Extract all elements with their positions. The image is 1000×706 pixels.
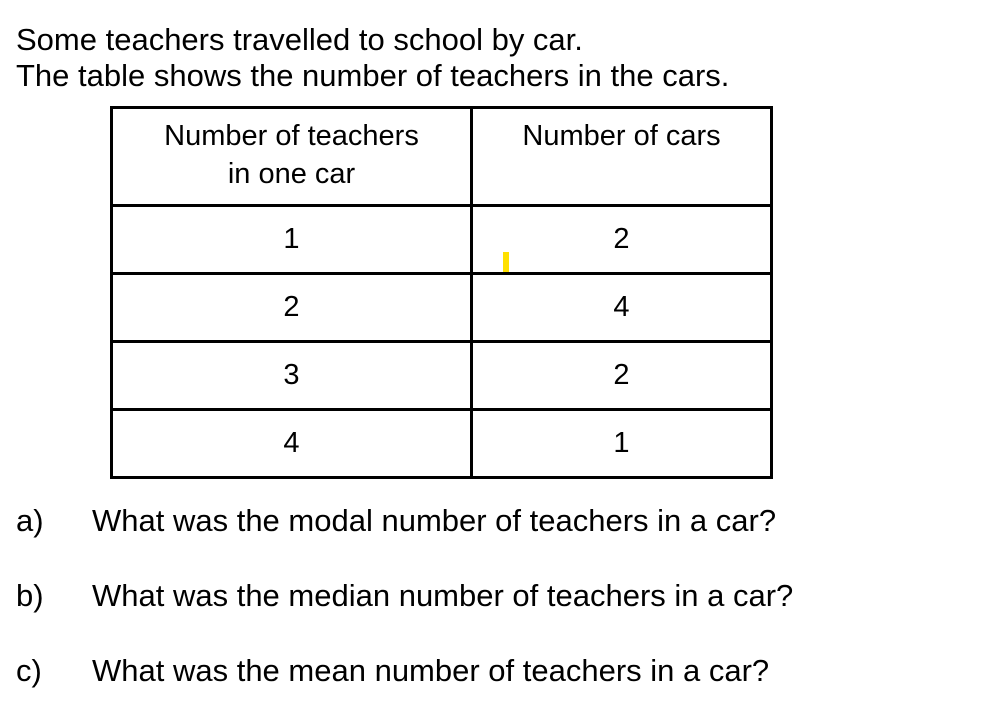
table-row xyxy=(112,206,772,274)
cell-teachers: 1 xyxy=(112,206,472,274)
frequency-table xyxy=(110,106,773,479)
question-a-label: a) xyxy=(16,503,44,538)
cell-cars: 1 xyxy=(472,410,772,478)
cell-teachers: 4 xyxy=(112,410,472,478)
table-header-row xyxy=(112,108,772,206)
question-c-label: c) xyxy=(16,653,42,688)
cell-cars: 2 xyxy=(472,206,772,274)
question-c-text: What was the mean number of teachers in a car? xyxy=(92,653,770,688)
question-b-text: What was the median number of teachers in a car? xyxy=(92,578,794,613)
header-number-of-cars: Number of cars xyxy=(472,108,772,206)
cell-teachers: 2 xyxy=(112,274,472,342)
cell-teachers: 3 xyxy=(112,342,472,410)
intro-text xyxy=(16,22,729,94)
table-row xyxy=(112,274,772,342)
question-b xyxy=(16,578,793,614)
header-teachers-per-car xyxy=(112,108,472,206)
header-teachers-line-1: Number of teachers xyxy=(164,120,419,152)
text-cursor-marker xyxy=(503,252,509,272)
question-a-text: What was the modal number of teachers in a car? xyxy=(92,503,777,538)
table-row xyxy=(112,342,772,410)
cell-cars: 4 xyxy=(472,274,772,342)
question-a xyxy=(16,503,776,539)
header-teachers-line-2: in one car xyxy=(227,158,356,190)
question-c xyxy=(16,653,769,689)
intro-line-2: The table shows the number of teachers in the cars. xyxy=(16,58,730,93)
cell-cars: 2 xyxy=(472,342,772,410)
question-b-label: b) xyxy=(16,578,44,613)
intro-line-1: Some teachers travelled to school by car. xyxy=(16,22,583,57)
table-row xyxy=(112,410,772,478)
